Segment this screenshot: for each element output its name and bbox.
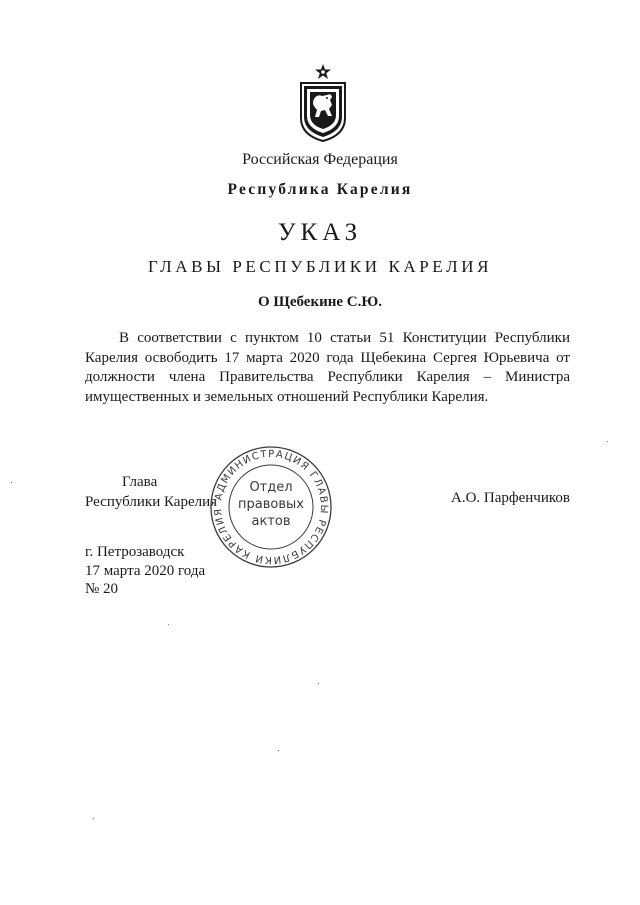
scan-speck [607,441,608,442]
republic-name: Республика Карелия [227,181,413,198]
scan-speck [11,482,12,483]
coat-of-arms-icon [297,63,349,143]
country-name: Российская Федерация [242,151,398,168]
date: 17 марта 2020 года [85,562,206,579]
document-issuer: ГЛАВЫ РЕСПУБЛИКИ КАРЕЛИЯ [147,257,493,276]
stamp-inner-text: Отдел правовых актов [238,480,304,529]
stamp-outer-text: АДМИНИСТРАЦИЯ ГЛАВЫ РЕСПУБЛИКИ КАРЕЛИЯ [212,448,330,566]
signature-title-line2: Республики Карелия [85,493,218,510]
place-date-block [85,543,285,599]
scan-speck [318,683,319,684]
decree-subject: О Щебекине С.Ю. [257,294,383,310]
signature-title-line1: Глава [122,474,158,490]
scan-speck [278,750,279,751]
place: г. Петрозаводск [85,544,185,560]
decree-number: № 20 [85,581,119,597]
document-type: УКАЗ [277,219,363,246]
scan-speck [93,818,94,819]
scan-speck [168,624,169,625]
decree-body: В соответствии с пунктом 10 статьи 51 Конституции Республики Карелия освободить 17 марта 2020 года Щебекина Сергея Юрьевича от должности члена Правительства Республики Карелия – Министра имущественных и земельных отношений Республики Карелия. [85,330,570,405]
signer-name: А.О. Парфенчиков [451,490,570,506]
